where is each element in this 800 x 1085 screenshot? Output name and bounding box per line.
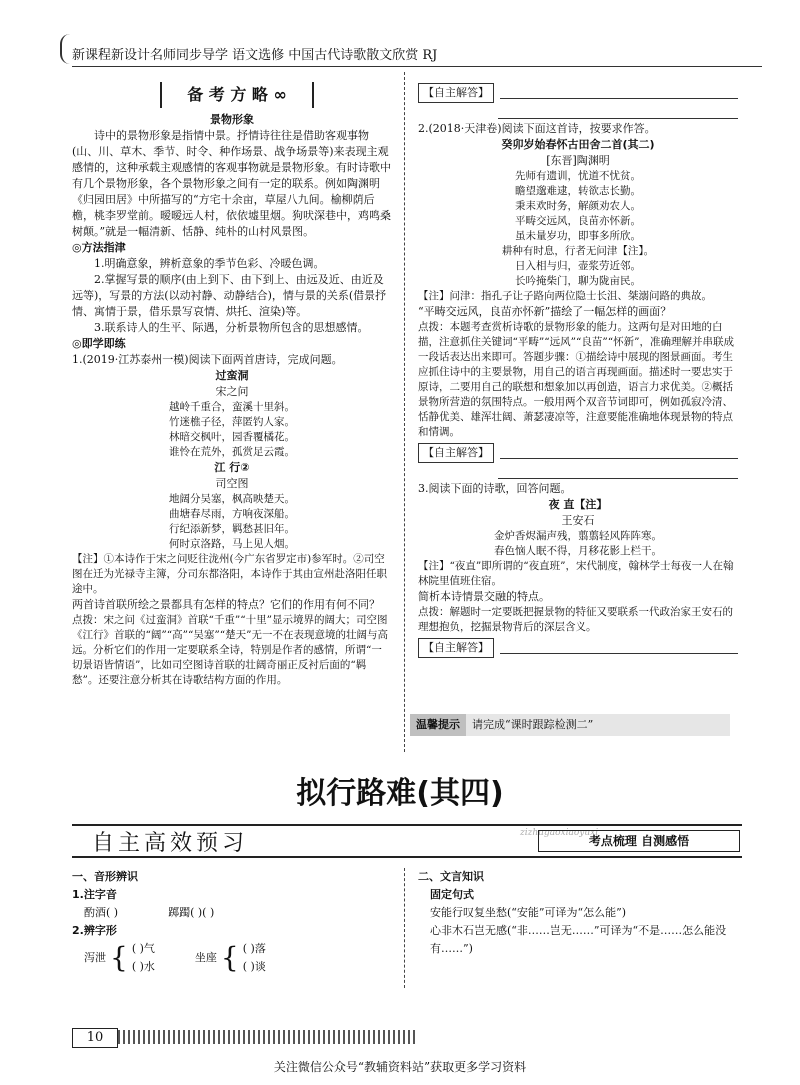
method-item: 3.联系诗人的生平、际遇，分析景物所包含的思想感情。 xyxy=(94,321,369,334)
poem-line: 先师有遗训，忧道不忧贫。 xyxy=(515,170,641,182)
running-header: 新课程新设计名师同步导学 语文选修 中国古代诗歌散文欣赏 RJ xyxy=(72,48,438,63)
poem-line: 林暗交枫叶，园香覆橘花。 xyxy=(169,431,295,443)
subsection-heading: 二、文言知识 xyxy=(418,870,484,883)
char-option[interactable]: ( )水 xyxy=(131,960,155,973)
poem-line: 曲塘春尽雨，方响夜深船。 xyxy=(169,508,295,520)
subsection-item: 1.注字音 xyxy=(72,888,117,901)
question-ask: 简析本诗情景交融的特点。 xyxy=(418,590,550,603)
lower-left xyxy=(72,868,392,976)
pronunciation-row xyxy=(72,904,392,922)
pronunciation-item[interactable]: 踯躅( )( ) xyxy=(168,906,215,919)
answer-line xyxy=(500,88,738,99)
answer-line xyxy=(500,643,738,654)
left-column xyxy=(72,112,392,688)
lower-right xyxy=(418,868,738,958)
topic-heading: 景物形象 xyxy=(210,113,254,126)
poem-note: 【注】①本诗作于宋之问贬往泷州(今广东省罗定市)参军时。②司空图在迁为光禄寺主簿，分司东都洛阳，本诗作于其由宣州赴洛阳任职途中。 xyxy=(72,553,387,595)
method-heading: ◎方法指津 xyxy=(72,241,126,254)
char-pair: 泻泄 xyxy=(84,951,106,964)
poem-line: 金炉香烬漏声残，翦翦轻风阵阵寒。 xyxy=(494,530,662,542)
poem-title: 夜 直【注】 xyxy=(548,498,608,511)
poem-line: 行纪添新梦，羁愁甚旧年。 xyxy=(169,523,295,535)
poem-line: 瞻望邈难逮，转欲志长勤。 xyxy=(515,185,641,197)
answer-area[interactable] xyxy=(418,83,738,103)
poem-line: 日入相与归，壶浆劳近邻。 xyxy=(515,260,641,272)
section-pinyin: zizhugaoxiaoyuxi xyxy=(520,828,599,838)
char-shape-row xyxy=(72,940,392,976)
question-2: 2.(2018·天津卷)阅读下面这首诗，按要求作答。 xyxy=(418,122,656,135)
intro-paragraph: 诗中的景物形象是指情中景。抒情诗往往是借助客观事物(山、川、草木、季节、时令、种作场景、战争场景等)来表现主观感情的，这种承载主观感情的客观事物就是景物形象。有时诗歌中有几个景物形象，各个景物形象之间有一定的联系。例如陶渊明《归园田居》中所描写的“方宅十余亩，草屋八九间。榆柳荫后檐，桃李罗堂前。暧暧远人村，依依墟里烟。狗吠深巷中，鸡鸣桑树颠。”就是一幅清新、恬静、纯朴的山村风景图。 xyxy=(72,129,391,238)
answer-label: 【自主解答】 xyxy=(418,83,494,103)
method-item: 1.明确意象，辨析意象的季节色彩、冷暖色调。 xyxy=(94,257,325,270)
poem-author: 王安石 xyxy=(561,514,595,527)
poem-author: 司空图 xyxy=(215,477,249,490)
poem-line: 何时京洛路，马上见人烟。 xyxy=(169,538,295,550)
grammar-item: 安能行叹复坐愁(“安能”可译为“怎么能”) xyxy=(430,906,627,919)
char-options xyxy=(132,940,155,976)
poem-line: 春色恼人眠不得，月移花影上栏干。 xyxy=(494,545,662,557)
answer-line xyxy=(498,466,738,479)
hint-paragraph: 点拨：解题时一定要既把握景物的特征又要联系一代政治家王安石的理想抱负，挖掘景物背后的深层含义。 xyxy=(418,606,733,633)
subsection-heading: 一、音形辨识 xyxy=(72,870,138,883)
poem-body xyxy=(72,492,392,552)
column-divider xyxy=(404,72,405,752)
grammar-item: 心非木石岂无感(“非……岂无……”可译为“不是……怎么能没有……”) xyxy=(430,924,727,955)
char-option[interactable]: ( )气 xyxy=(131,942,155,955)
poem-note: 【注】问津：指孔子让子路向两位隐士长沮、桀溺问路的典故。 xyxy=(418,290,712,302)
poem-line: 秉耒欢时务，解颜劝农人。 xyxy=(515,200,641,212)
char-group xyxy=(84,940,155,976)
poem-title: 过蛮洞 xyxy=(215,369,249,382)
poem-line: 竹迷樵子径，萍匿钓人家。 xyxy=(169,416,295,428)
brace-icon: { xyxy=(220,941,239,974)
page-number: 10 xyxy=(72,1028,118,1048)
poem-title: 癸卯岁始春怀古田舍二首(其二) xyxy=(501,138,655,151)
answer-line xyxy=(498,106,738,119)
poem-line: 地阔分吴塞，枫高映楚天。 xyxy=(169,493,295,505)
method-item: 2.掌握写景的顺序(由上到下、由下到上、由远及近、由近及远等)，写景的方法(以动衬静、动静结合)，情与景的关系(借景抒情、寓情于景，借乐景写哀情、烘托、渲染)等。 xyxy=(72,273,387,318)
answer-label: 【自主解答】 xyxy=(418,638,494,658)
poem-title: 江 行② xyxy=(214,461,250,474)
poem-line: 耕种有时息，行者无问津【注】。 xyxy=(501,245,655,257)
answer-area[interactable] xyxy=(418,638,738,658)
poem-line: 谁怜在荒外，孤赏足云霞。 xyxy=(169,446,295,458)
section-title: 自主高效预习 xyxy=(92,831,249,856)
footer-text: 关注微信公众号“教辅资料站”获取更多学习资料 xyxy=(273,1060,527,1074)
char-pair: 坐座 xyxy=(194,951,217,964)
reminder-bar xyxy=(410,714,730,736)
char-option[interactable]: ( )谈 xyxy=(242,960,266,973)
poem-author: [东晋]陶渊明 xyxy=(546,154,610,167)
question-ask: 两首诗首联所绘之景都具有怎样的特点？它们的作用有何不同？ xyxy=(72,598,380,611)
poem-line: 越岭千重合，蛮溪十里斜。 xyxy=(169,401,295,413)
answer-area[interactable] xyxy=(418,443,738,463)
lower-divider xyxy=(404,868,405,988)
poem-body xyxy=(418,169,738,289)
strategy-banner: 备 考 方 略 ∞ xyxy=(160,82,314,108)
subsection-item: 2.辨字形 xyxy=(72,924,117,937)
hint-paragraph: 点拨：本题考查赏析诗歌的景物形象的能力。这两句是对田地的白描，注意抓住关键词“平畴”“远风”“良苗”“怀新”，准确理解并串联成一段话表达出来即可。答题步骤：①描绘诗中展现的图景画面。考生应抓住诗中的主要景物，用自己的语言再现画面。描述时一要忠实于原诗，二要用自己的联想和想象加以再创造，语言力求优美。②概括景物所营造的氛围特点。一般用两个双音节词即可，例如孤寂冷清、恬静优美、雄浑壮阔、萧瑟凄凉等，注意要能准确地体现景物的特点和情调。 xyxy=(418,321,734,438)
footer-hatch xyxy=(118,1030,418,1044)
brace-icon: { xyxy=(110,941,128,974)
poem-note: 【注】“夜直”即所谓的“夜直班”，宋代制度，翰林学士每夜一人在翰林院里值班住宿。 xyxy=(418,560,734,587)
question-ask: “平畴交远风，良苗亦怀新”描绘了一幅怎样的画面？ xyxy=(418,305,672,318)
header-rule xyxy=(72,66,762,67)
section-tags: 考点梳理 自测感悟 xyxy=(538,830,740,852)
poem-line: 虽未量岁功，即事多所欣。 xyxy=(515,230,641,242)
pronunciation-item[interactable]: 酌酒( ) xyxy=(84,906,119,919)
question-3: 3.阅读下面的诗歌，回答问题。 xyxy=(418,482,572,495)
poem-author: 宋之问 xyxy=(215,385,249,398)
char-option[interactable]: ( )落 xyxy=(242,942,266,955)
hint-paragraph: 点拨：宋之问《过蛮洞》首联“千重”“十里”显示境界的阔大；司空图《江行》首联的“阔”“高”“吴塞”“楚天”无一不在表现意境的壮阔与高远。分析它们的作用一定要联系全诗，特别是作者的感情，所谓“一切景语皆情语”，比如司空图诗首联的壮阔奇丽正反衬后面的“羁愁”。还要注意分析其在诗歌结构方面的作用。 xyxy=(72,614,388,686)
answer-line xyxy=(500,448,738,459)
reminder-text: 请完成“课时跟踪检测二” xyxy=(472,718,594,731)
right-column xyxy=(418,80,738,661)
decor-icon: ∞ xyxy=(273,85,287,104)
reminder-label: 温馨提示 xyxy=(410,714,466,736)
poem-line: 长吟掩柴门，聊为陇亩民。 xyxy=(515,275,641,287)
poem-body xyxy=(72,400,392,460)
char-options xyxy=(243,940,266,976)
char-group xyxy=(195,940,266,976)
lesson-title: 拟行路难(其四) xyxy=(296,776,504,811)
subsection-item: 固定句式 xyxy=(430,888,474,901)
question-1: 1.(2019·江苏泰州一模)阅读下面两首唐诗，完成问题。 xyxy=(72,353,343,366)
poem-line: 平畴交远风，良苗亦怀新。 xyxy=(515,215,641,227)
poem-body xyxy=(418,529,738,559)
practice-heading: ◎即学即练 xyxy=(72,337,126,350)
answer-label: 【自主解答】 xyxy=(418,443,494,463)
